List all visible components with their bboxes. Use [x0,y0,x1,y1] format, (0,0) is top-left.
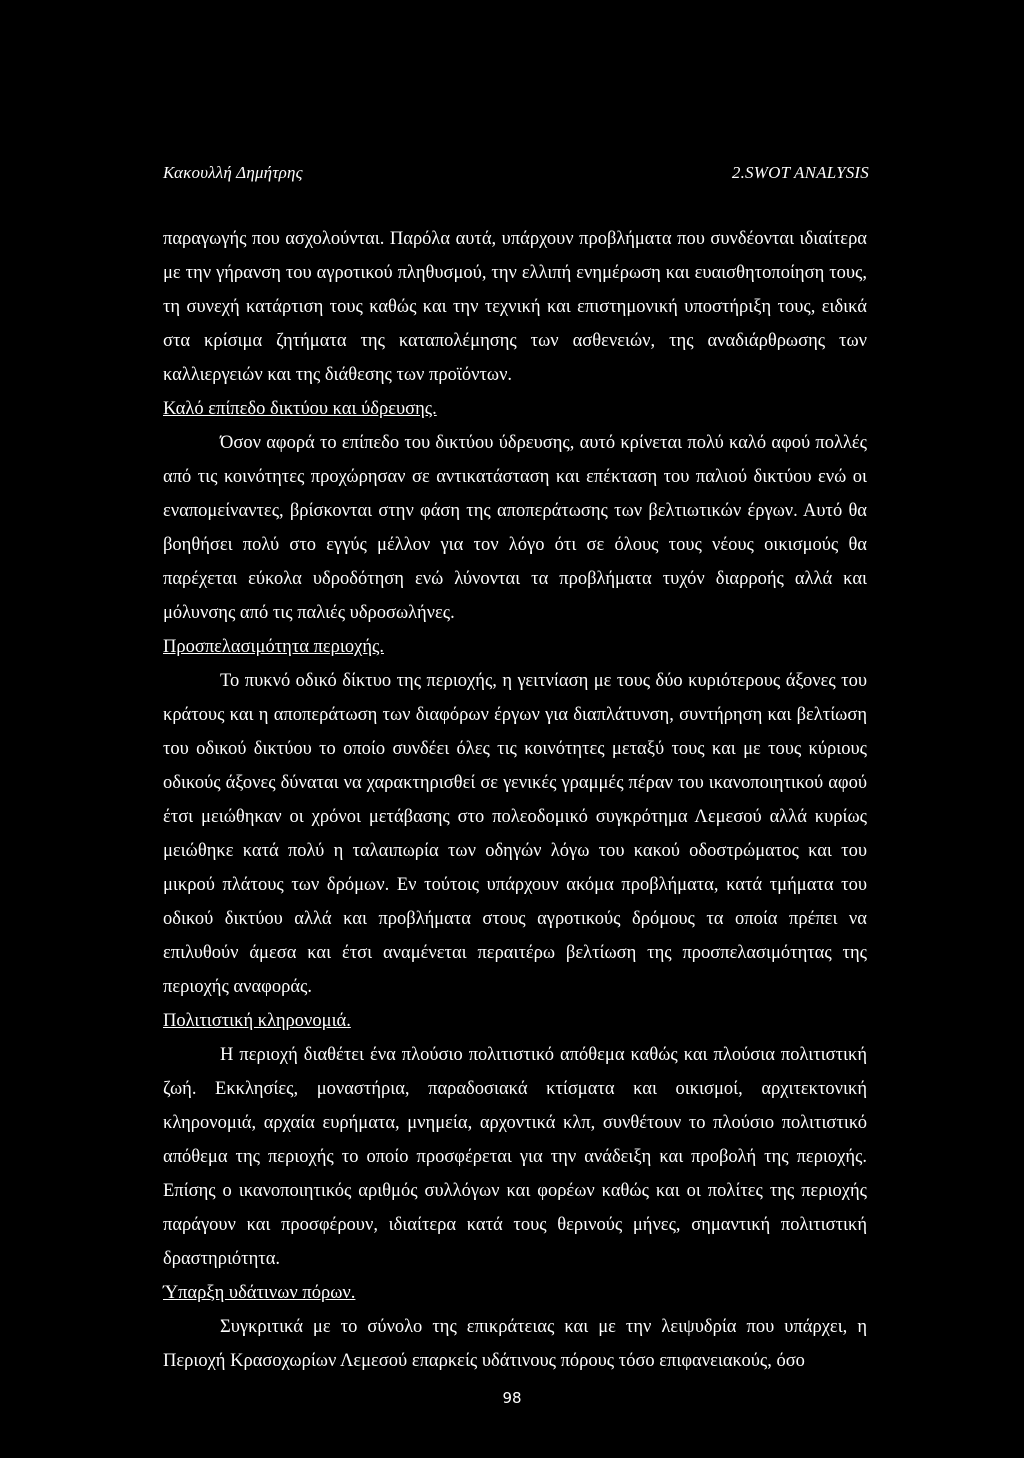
section-paragraph-cultural-heritage: Η περιοχή διαθέτει ένα πλούσιο πολιτιστικό απόθεμα καθώς και πλούσια πολιτιστική ζωή. Εκκλησίες, μοναστήρια, παραδοσιακά κτίσματα και οικισμοί, αρχιτεκτονική κληρονομιά, αρχαία ευρήματα, μνημεία, αρχοντικά κλπ, συνθέτουν το πλούσιο πολιτιστικό απόθεμα της περιοχής το οποίο προσφέρεται για την ανάδειξη και προβολή της περιοχής. Επίσης ο ικανοποιητικός αριθμός συλλόγων και φορέων καθώς και οι πολίτες της περιοχής παράγουν και προσφέρουν, ιδιαίτερα κατά τους θερινούς μήνες, σημαντική πολιτιστική δραστηριότητα. [163,1045,867,1269]
page-header [163,163,869,183]
intro-paragraph: παραγωγής που ασχολούνται. Παρόλα αυτά, υπάρχουν προβλήματα που συνδέονται ιδιαίτερα με την γήρανση του αγροτικού πληθυσμού, την ελλιπή ενημέρωση και ευαισθητοποίηση τους, τη συνεχή κατάρτιση τους καθώς και την τεχνική και επιστημονική υποστήριξη τους, ειδικά στα κρίσιμα ζητήματα της καταπολέμησης των ασθενειών, της αναδιάρθρωσης των καλλιεργειών και της διάθεσης των προϊόντων. [163,229,867,385]
header-author: Κακουλλή Δημήτρης [163,163,303,182]
section-heading-accessibility: Προσπελασιμότητα περιοχής. [163,637,384,657]
section-heading-water-network: Καλό επίπεδο δικτύου και ύδρευσης. [163,399,437,419]
section-paragraph-accessibility: Το πυκνό οδικό δίκτυο της περιοχής, η γειτνίαση με τους δύο κυριότερους άξονες του κράτους και η αποπεράτωση των διαφόρων έργων για διαπλάτυνση, συντήρηση και βελτίωση του οδικού δικτύου το οποίο συνδέει όλες τις κοινότητες μεταξύ τους και με τους κύριους οδικούς άξονες δύναται να χαρακτηρισθεί σε γενικές γραμμές πέραν του ικανοποιητικού αφού έτσι μειώθηκαν οι χρόνοι μετάβασης στο πολεοδομικό συγκρότημα Λεμεσού αλλά κυρίως μειώθηκε κατά πολύ η ταλαιπωρία των οδηγών λόγω του κακού οδοστρώματος και του μικρού πλάτους των δρόμων. Εν τούτοις υπάρχουν ακόμα προβλήματα, κατά τμήματα του οδικού δικτύου αλλά και προβλήματα στους αγροτικούς δρόμους τα οποία πρέπει να επιλυθούν άμεσα και έτσι αναμένεται περαιτέρω βελτίωση της προσπελασιμότητας της περιοχής αναφοράς. [163,671,867,997]
page-body [163,222,867,1378]
section-paragraph-water-network: Όσον αφορά το επίπεδο του δικτύου ύδρευσης, αυτό κρίνεται πολύ καλό αφού πολλές από τις κοινότητες προχώρησαν σε αντικατάσταση και επέκταση του παλιού δικτύου ενώ οι εναπομείναντες, βρίσκονται στην φάση της αποπεράτωσης των βελτιωτικών έργων. Αυτό θα βοηθήσει πολύ στο εγγύς μέλλον για τον λόγο ότι σε όλους τους νέους οικισμούς θα παρέχεται εύκολα υδροδότηση ενώ λύνονται τα προβλήματα τυχόν διαρροής αλλά και μόλυνσης από τις παλιές υδροσωλήνες. [163,433,867,623]
section-paragraph-water-resources: Συγκριτικά με το σύνολο της επικράτειας και με την λειψυδρία που υπάρχει, η Περιοχή Κρασοχωρίων Λεμεσού επαρκείς υδάτινους πόρους τόσο επιφανειακούς, όσο [163,1317,867,1371]
section-heading-cultural-heritage: Πολιτιστική κληρονομιά. [163,1011,351,1031]
section-heading-water-resources: Ύπαρξη υδάτινων πόρων. [163,1283,356,1303]
page-number: 98 [502,1389,522,1407]
header-chapter: 2.SWOT ANALYSIS [731,163,869,182]
